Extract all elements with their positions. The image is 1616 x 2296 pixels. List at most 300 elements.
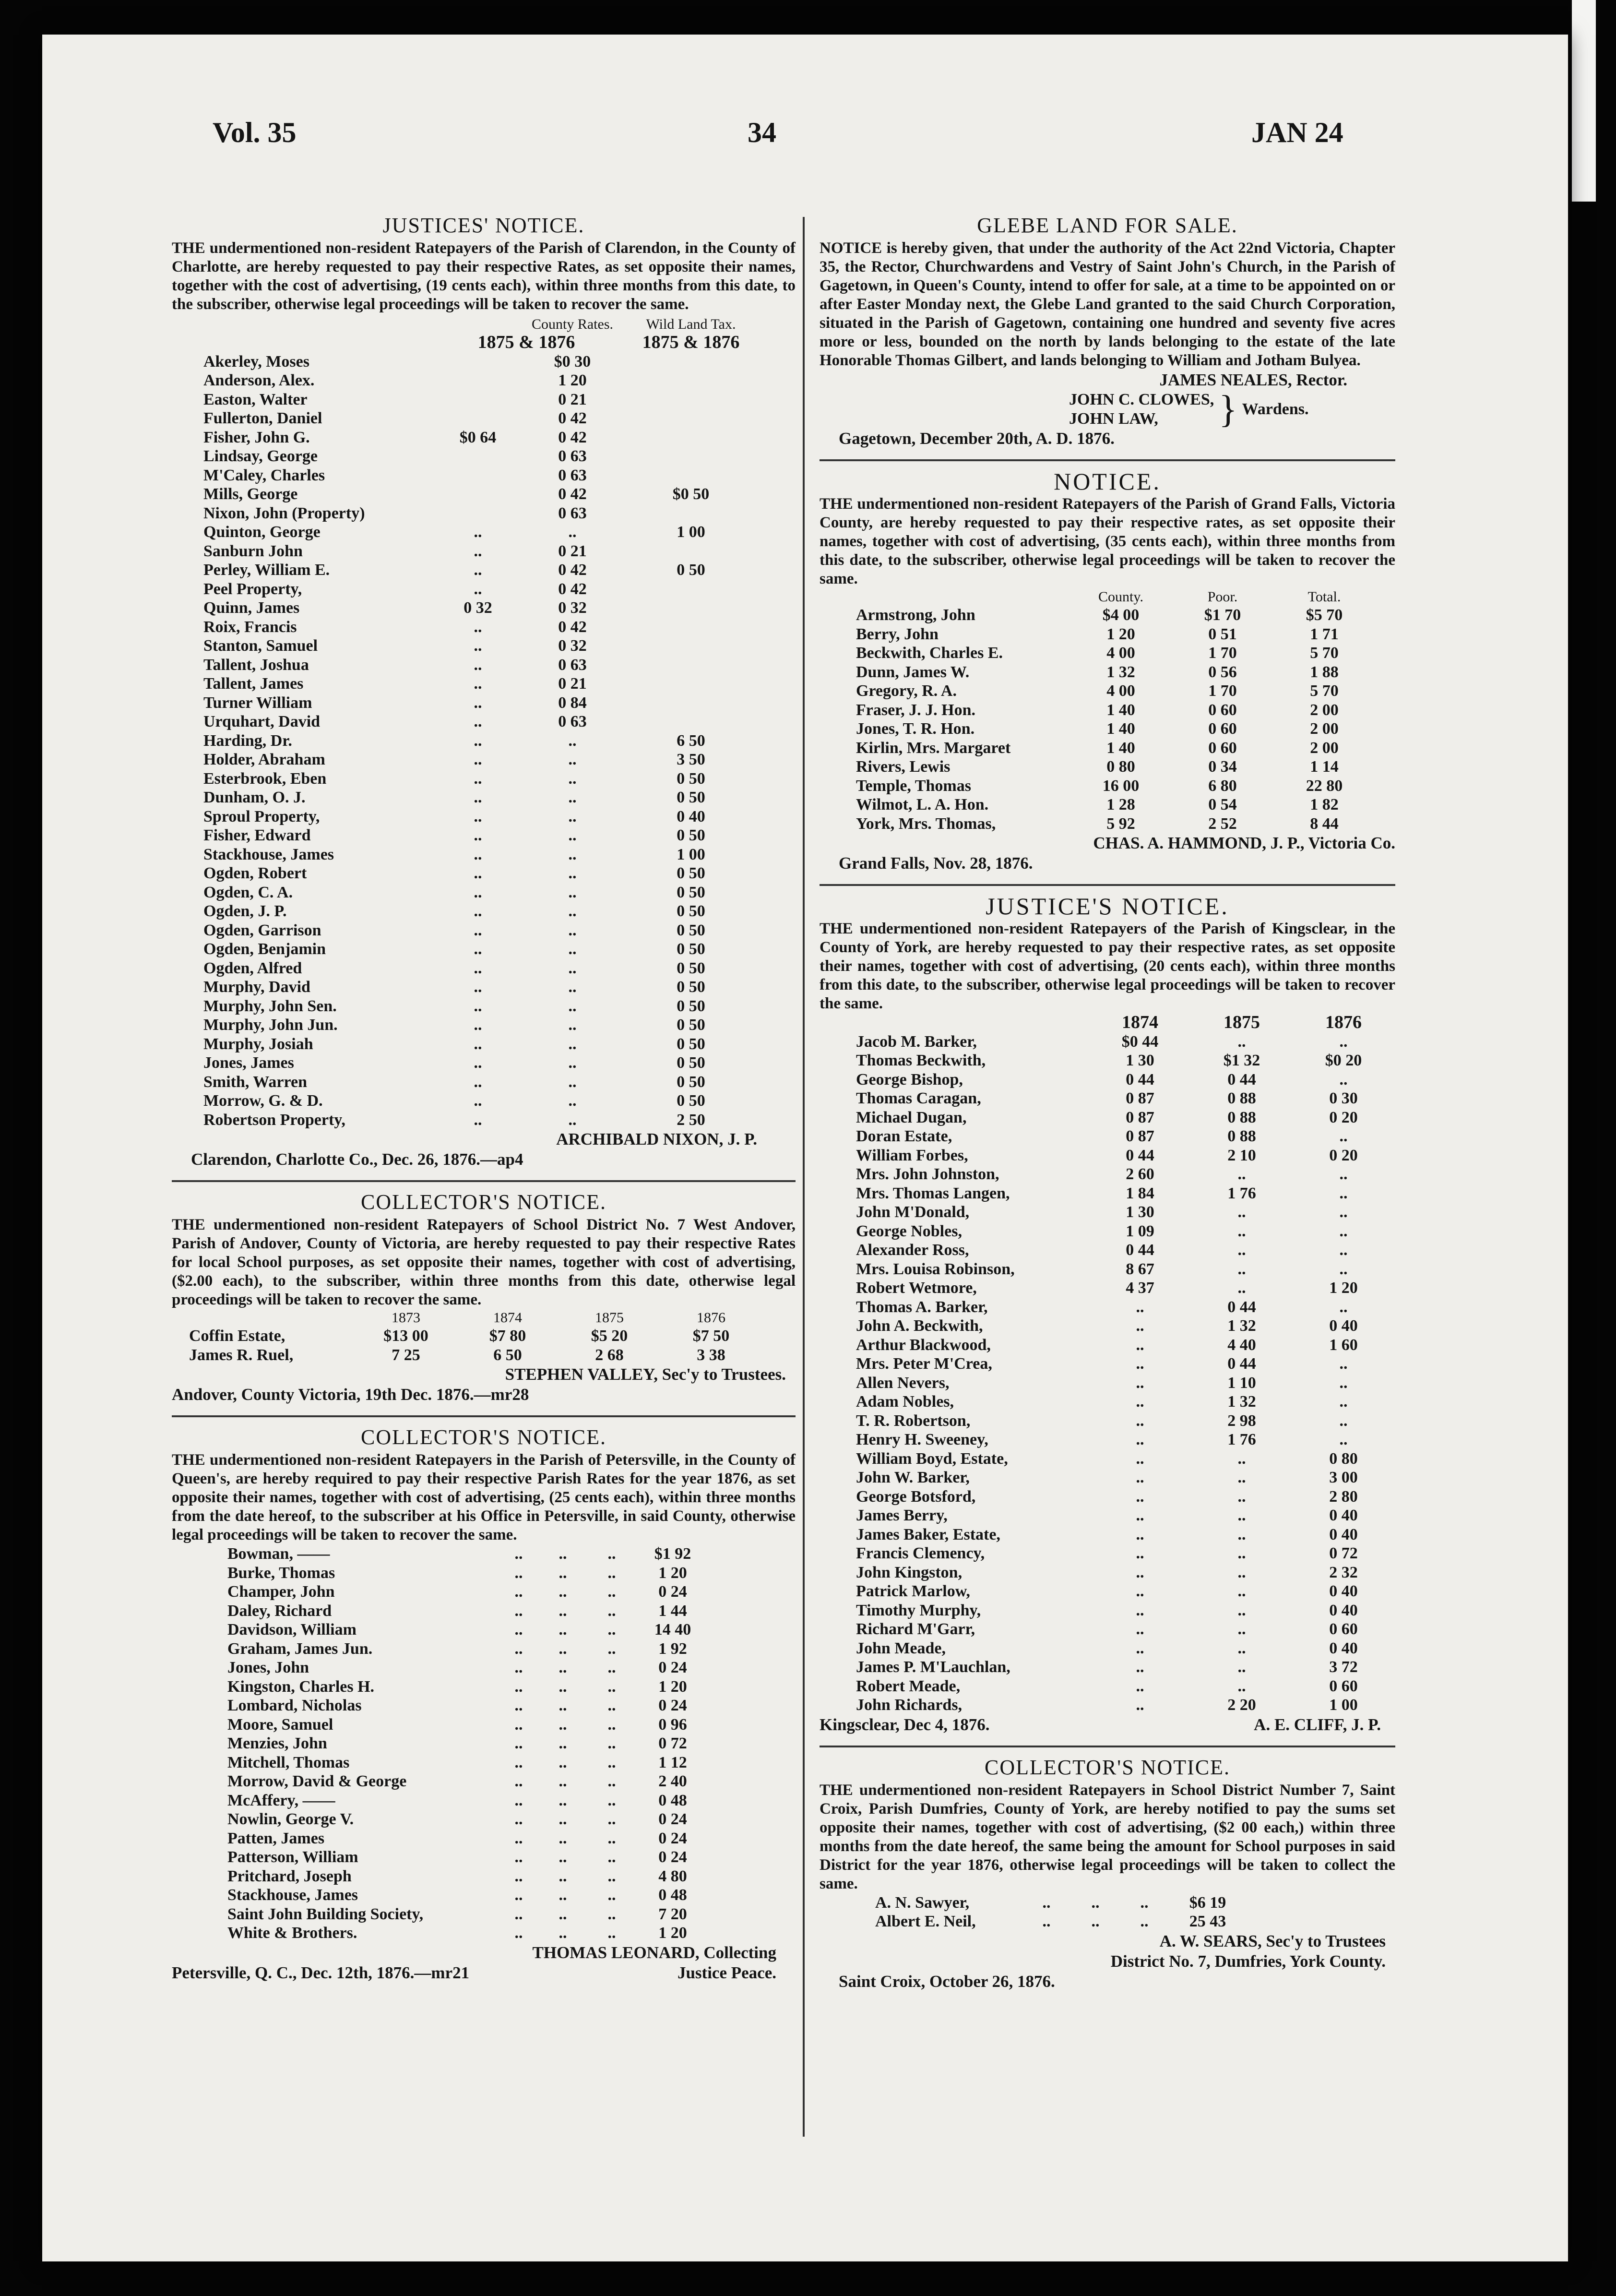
rate-value: .. (607, 1867, 616, 1885)
rate-value: .. (568, 1035, 577, 1053)
rate-value: 1 44 (658, 1602, 687, 1620)
column-header: County. (1098, 589, 1143, 605)
signature: ARCHIBALD NIXON, J. P. (556, 1130, 757, 1148)
rate-value: 1 12 (658, 1753, 687, 1771)
rate-value (621, 542, 761, 561)
table-row (225, 1677, 709, 1697)
rate-value: .. (1136, 1449, 1144, 1468)
ratepayer-name: Ogden, C. A. (203, 883, 293, 901)
rate-value: 0 50 (677, 789, 705, 806)
rate-value: .. (568, 769, 577, 788)
ratepayer-name: Ogden, Alfred (203, 959, 302, 977)
table-row (201, 352, 761, 371)
rate-value: .. (558, 1659, 567, 1676)
table-row (201, 371, 761, 390)
ratepayer-name: Moore, Samuel (227, 1715, 333, 1734)
table-row (853, 1222, 1394, 1241)
rate-value: .. (1140, 1913, 1149, 1930)
table-row (201, 523, 761, 542)
rate-value (621, 674, 761, 694)
ratepayer-name: Roix, Francis (203, 618, 297, 636)
rate-value: $5 20 (591, 1327, 628, 1345)
column-header: 1873 (392, 1310, 420, 1326)
dateline-row (172, 1963, 796, 1983)
rate-value: 0 20 (1329, 1146, 1358, 1164)
ratepayer-name: Easton, Walter (203, 390, 308, 408)
ratepayer-name: Temple, Thomas (856, 777, 971, 795)
table-row (201, 712, 761, 731)
rate-value: 0 42 (558, 580, 587, 598)
rate-value: 0 44 (1126, 1146, 1154, 1164)
ratepayer-name: Dunham, O. J. (203, 789, 306, 806)
ratepayer-name: A. N. Sawyer, (875, 1893, 970, 1912)
ratepayer-name: Quinn, James (203, 599, 300, 617)
rate-value: .. (568, 902, 577, 920)
rate-value: .. (558, 1564, 567, 1582)
section-title: COLLECTOR'S NOTICE. (360, 1425, 606, 1449)
dateline: Saint Croix, October 26, 1876. (839, 1972, 1055, 1991)
rate-value: 2 32 (1329, 1563, 1358, 1581)
rate-value: $1 92 (654, 1545, 691, 1563)
ratepayer-name: John A. Beckwith, (856, 1317, 983, 1335)
ratepayer-name: Fraser, J. J. Hon. (856, 701, 976, 719)
section-rule (820, 1746, 1395, 1747)
ratepayer-name: Mrs. Thomas Langen, (856, 1184, 1010, 1202)
rate-value: .. (607, 1659, 616, 1676)
rate-value: .. (514, 1924, 523, 1942)
table-row (201, 636, 761, 656)
table-row (201, 598, 761, 618)
table-row (201, 845, 761, 864)
dateline-row (820, 1715, 1395, 1735)
ratepayer-name: Michael Dugan, (856, 1108, 967, 1126)
ratepayer-name: Champer, John (227, 1583, 335, 1601)
ratepayer-name: Lindsay, George (203, 447, 318, 465)
table-row (201, 864, 761, 883)
table-row (853, 1051, 1394, 1070)
table-row (225, 1848, 709, 1867)
table-row (201, 883, 761, 902)
rate-value: 0 24 (658, 1829, 687, 1847)
rate-value: 4 37 (1126, 1279, 1154, 1297)
rate-value: 1 32 (1227, 1393, 1256, 1411)
rate-value: .. (514, 1829, 523, 1847)
glebe-land-notice (820, 212, 1395, 449)
ratepayer-name: Ogden, Benjamin (203, 940, 326, 958)
rate-value: 1 88 (1310, 663, 1339, 681)
ratepayer-name: Patten, James (227, 1829, 325, 1847)
right-column (820, 212, 1395, 2002)
table-row (853, 1241, 1394, 1260)
rate-value (621, 466, 761, 485)
left-column (172, 212, 796, 1994)
table-row (186, 1346, 762, 1365)
rate-value (432, 371, 524, 390)
rate-value: 0 44 (1227, 1298, 1256, 1316)
rate-value: 1 14 (1310, 758, 1339, 776)
rate-value: .. (558, 1753, 567, 1771)
rate-value (621, 712, 761, 731)
collector-notice-saint-croix (820, 1754, 1395, 1992)
table-row (872, 1912, 1247, 1931)
rate-value: .. (474, 675, 482, 693)
rate-value: 0 50 (677, 940, 705, 958)
rate-value: .. (568, 826, 577, 844)
table-row (853, 1316, 1394, 1336)
rate-value: .. (1237, 1487, 1246, 1506)
rate-value: 0 50 (677, 902, 705, 920)
rate-value: .. (568, 1092, 577, 1110)
rate-value: .. (607, 1715, 616, 1734)
dateline: Andover, County Victoria, 19th Dec. 1876.—mr28 (172, 1385, 529, 1404)
rate-value: .. (514, 1564, 523, 1582)
rate-value: .. (607, 1697, 616, 1714)
rate-value: 0 63 (558, 713, 587, 730)
rate-value: .. (474, 921, 482, 939)
table-row (201, 485, 761, 504)
column-header: 1876 (1325, 1012, 1362, 1032)
table-row (853, 1506, 1394, 1525)
table-row (853, 777, 1375, 796)
dateline: Gagetown, December 20th, A. D. 1876. (839, 429, 1115, 448)
rate-value: .. (1136, 1393, 1144, 1411)
warden-name: JOHN LAW, (1069, 410, 1158, 428)
rate-value: .. (1136, 1620, 1144, 1638)
column-header: 1874 (1122, 1012, 1158, 1032)
ratepayer-name: Timothy Murphy, (856, 1601, 981, 1619)
rate-value: .. (558, 1772, 567, 1790)
rate-value: 0 88 (1227, 1108, 1256, 1126)
rate-value: 0 32 (558, 637, 587, 655)
rate-value: .. (474, 656, 482, 674)
ratepayer-name: James R. Ruel, (189, 1346, 294, 1364)
rate-value: 1 32 (1106, 663, 1135, 681)
ratepayer-name: Nixon, John (Property) (203, 504, 365, 522)
rate-value: 0 63 (558, 447, 587, 465)
rate-value: 2 60 (1126, 1165, 1154, 1183)
ratepayer-name: Mitchell, Thomas (227, 1753, 350, 1771)
rate-value: .. (1136, 1563, 1144, 1581)
table-row (201, 409, 761, 428)
collector-notice-petersville (172, 1424, 796, 1983)
rate-value (621, 428, 761, 447)
rate-value: 5 70 (1310, 644, 1339, 662)
rate-value: .. (607, 1734, 616, 1752)
rate-value: .. (558, 1810, 567, 1828)
table-row (853, 606, 1375, 625)
table-row (201, 1091, 761, 1111)
table-row (853, 1601, 1394, 1620)
rate-value: 1 76 (1227, 1184, 1256, 1202)
rate-value: .. (1136, 1639, 1144, 1657)
rate-value: .. (558, 1791, 567, 1809)
rate-value: .. (1136, 1355, 1144, 1373)
ratepayer-name: Bowman, —— (227, 1545, 330, 1563)
signature: A. W. SEARS, Sec'y to Trustees (1159, 1931, 1386, 1950)
ratepayer-name: Menzies, John (227, 1734, 327, 1752)
rate-value: .. (568, 845, 577, 863)
rate-value: .. (474, 694, 482, 712)
rate-value: .. (474, 940, 482, 958)
notice-body: THE undermentioned non-resident Ratepayers in School District Number 7, Saint Croix, Parish Dumfries, County of York, are hereby notified to pay the sums set opposite their names, together with cost of advertising, ($2 00 each,) within three months from the date hereof, the same being the amount for School purposes in said District for the year 1876, otherwise legal proceedings will be taken to collect the same. (820, 1781, 1395, 1892)
table-row (853, 739, 1375, 758)
rate-value: 0 50 (677, 1054, 705, 1072)
brace-glyph: } (1219, 388, 1237, 430)
rate-value: .. (474, 769, 482, 788)
table-row (201, 694, 761, 713)
ratepayer-name: Graham, James Jun. (227, 1639, 373, 1658)
rate-value (621, 636, 761, 656)
rate-value: 1 70 (1208, 644, 1237, 662)
ratepayer-name: Kirlin, Mrs. Margaret (856, 739, 1011, 757)
table-row (853, 1127, 1394, 1146)
ratepayer-name: Doran Estate, (856, 1127, 952, 1145)
rate-value: 0 50 (677, 959, 705, 977)
dateline: Clarendon, Charlotte Co., Dec. 26, 1876.—ap4 (191, 1150, 523, 1169)
ratepayer-name: White & Brothers. (227, 1924, 357, 1942)
rate-value: 1 92 (658, 1639, 687, 1658)
table-row (853, 625, 1375, 644)
rate-value: .. (1136, 1298, 1144, 1316)
ratepayer-name: Stackhouse, James (227, 1886, 358, 1904)
rate-value: .. (1136, 1696, 1144, 1714)
table-row (201, 618, 761, 637)
rate-value: 0 42 (558, 409, 587, 427)
rate-value: .. (558, 1905, 567, 1923)
rate-value: .. (1339, 1411, 1348, 1430)
rate-value: .. (568, 751, 577, 768)
rate-value: .. (1237, 1260, 1246, 1278)
rate-value: 0 50 (677, 883, 705, 901)
rate-value: 0 40 (1329, 1317, 1358, 1335)
ratepayer-name: James P. M'Lauchlan, (856, 1658, 1010, 1676)
rate-value: $0 44 (1121, 1032, 1159, 1051)
rate-value: $1 32 (1223, 1052, 1260, 1069)
table-row (201, 1111, 761, 1130)
ratepayer-name: Urquhart, David (203, 713, 321, 730)
rate-value: 0 42 (558, 618, 587, 636)
rate-value: 0 34 (1208, 758, 1237, 776)
volume-label: Vol. 35 (213, 117, 297, 148)
rate-value: .. (558, 1924, 567, 1942)
rate-value: 0 24 (658, 1810, 687, 1828)
table-row (225, 1867, 709, 1886)
ratepayer-name: Turner William (203, 694, 312, 712)
ratepayer-name: Pritchard, Joseph (227, 1867, 352, 1885)
rate-value: 2 20 (1227, 1696, 1256, 1714)
table-row (853, 1525, 1394, 1544)
rate-value: .. (1339, 1127, 1348, 1145)
rate-value: .. (514, 1810, 523, 1828)
rate-value: 1 30 (1126, 1052, 1154, 1069)
rate-value: .. (474, 713, 482, 730)
table-row (225, 1829, 709, 1848)
signature: CHAS. A. HAMMOND, J. P., Victoria Co. (1093, 834, 1395, 852)
rate-value: 0 60 (1329, 1620, 1358, 1638)
rate-value: 2 80 (1329, 1487, 1358, 1506)
torn-edge (1572, 0, 1596, 202)
ratepayer-name: Tallent, Joshua (203, 656, 309, 674)
rate-value: .. (1136, 1544, 1144, 1562)
rate-value: 1 20 (658, 1677, 687, 1696)
rate-value: .. (558, 1734, 567, 1752)
table-row (853, 701, 1375, 720)
rate-value: .. (1091, 1913, 1100, 1930)
table-row (853, 682, 1375, 701)
table-row (853, 814, 1375, 834)
signature-line-2: District No. 7, Dumfries, York County. (1110, 1951, 1386, 1971)
ratepayer-name: Adam Nobles, (856, 1393, 954, 1411)
ratepayer-name: Murphy, John Jun. (203, 1016, 338, 1034)
notice-body: NOTICE is hereby given, that under the authority of the Act 22nd Victoria, Chapter 35, the Rector, Churchwardens and Vestry of Saint John's Church, in the Parish of Gagetown, in Queen's County, intend to offer for sale, at a time to be appointed on or after Easter Monday next, the Glebe Land granted to the said Church Corporation, situated in the Parish of Gagetown, containing one hundred and seventy five acres more or less, bounded on the north by lands belonging to the estate of the late Honorable Thomas Gilbert, and lands belonging to William and Jotham Bulyea. (820, 239, 1395, 369)
rate-value (621, 580, 761, 599)
rate-value: .. (1237, 1241, 1246, 1259)
ratepayer-name: Murphy, John Sen. (203, 997, 337, 1015)
section-rule (172, 1415, 796, 1417)
ratepayer-name: Berry, John (856, 625, 939, 643)
section-title: COLLECTOR'S NOTICE. (984, 1755, 1230, 1779)
rate-value: .. (474, 807, 482, 825)
table-row (225, 1905, 709, 1924)
rate-value: .. (514, 1621, 523, 1638)
ratepayer-name: Anderson, Alex. (203, 371, 315, 389)
table-row (225, 1620, 709, 1639)
column-divider (803, 217, 805, 2137)
ratepayer-name: James Berry, (856, 1507, 948, 1524)
rates-table (853, 588, 1375, 833)
table-row (225, 1658, 709, 1677)
table-row (853, 1563, 1394, 1582)
ratepayer-name: Esterbrook, Eben (203, 769, 327, 788)
ratepayer-name: Saint John Building Society, (227, 1905, 424, 1923)
table-row (225, 1734, 709, 1753)
ratepayer-name: Nowlin, George V. (227, 1810, 354, 1828)
rate-value: .. (1339, 1393, 1348, 1411)
rate-value: 0 63 (558, 466, 587, 484)
rate-value: .. (1237, 1507, 1246, 1524)
rate-value: .. (474, 902, 482, 920)
section-rule (820, 459, 1395, 461)
rate-value: 0 40 (1329, 1582, 1358, 1600)
table-row (853, 1336, 1394, 1355)
table-row (853, 1639, 1394, 1658)
ratepayer-name: Stackhouse, James (203, 845, 334, 863)
rate-value: 0 44 (1227, 1355, 1256, 1373)
rate-value: .. (1136, 1601, 1144, 1619)
rate-value: .. (1339, 1222, 1348, 1240)
ratepayer-name: Stanton, Samuel (203, 637, 318, 655)
ratepayer-name: Harding, Dr. (203, 731, 292, 750)
dateline: Kingsclear, Dec 4, 1876. (820, 1715, 990, 1734)
ratepayer-name: Arthur Blackwood, (856, 1336, 991, 1354)
ratepayer-name: T. R. Robertson, (856, 1411, 971, 1430)
table-row (853, 1070, 1394, 1089)
rate-value: .. (1339, 1260, 1348, 1278)
rate-value: 2 68 (595, 1346, 624, 1364)
table-row (201, 504, 761, 523)
table-row (225, 1791, 709, 1810)
newspaper-page (42, 35, 1568, 2261)
rate-value (621, 390, 761, 409)
dateline: Petersville, Q. C., Dec. 12th, 1876.—mr21 (172, 1963, 470, 1982)
ratepayer-name: Mills, George (203, 485, 298, 503)
rate-value: 0 24 (658, 1659, 687, 1676)
rate-value: $0 64 (459, 428, 497, 446)
rate-value: .. (568, 1054, 577, 1072)
table-row (201, 674, 761, 694)
rate-value: .. (1042, 1893, 1051, 1912)
table-row (872, 1893, 1247, 1913)
rate-value: .. (514, 1602, 523, 1620)
ratepayer-name: Ogden, Garrison (203, 921, 321, 939)
rate-value: 0 24 (658, 1848, 687, 1866)
rate-value: $0 20 (1325, 1052, 1362, 1069)
rate-value: .. (1339, 1032, 1348, 1051)
rate-value: .. (607, 1905, 616, 1923)
rate-value: 0 42 (558, 485, 587, 503)
rate-value: .. (514, 1639, 523, 1658)
table-row (201, 447, 761, 466)
rate-value: 0 60 (1208, 739, 1237, 757)
table-row (853, 1487, 1394, 1507)
ratepayer-name: Sproul Property, (203, 807, 320, 825)
table-row (225, 1639, 709, 1659)
rate-value: .. (607, 1639, 616, 1658)
rate-value: .. (607, 1886, 616, 1904)
rate-value: 6 80 (1208, 777, 1237, 795)
rate-value: .. (607, 1924, 616, 1942)
ratepayer-name: John Kingston, (856, 1563, 962, 1581)
rate-value: .. (607, 1545, 616, 1563)
rate-value: 0 50 (677, 1016, 705, 1034)
rate-value: $13 00 (383, 1327, 428, 1345)
rate-value: .. (1237, 1469, 1246, 1486)
rate-value: .. (1339, 1431, 1348, 1448)
notice-body: THE undermentioned non-resident Ratepayers of the Parish of Grand Falls, Victoria County, are hereby requested to pay their respective rates, as set opposite their names, together with cost of advertising, (35 cents each), within three months from this date, to the subscriber, otherwise legal proceedings will be taken to recover the same. (820, 495, 1395, 587)
ratepayer-name: Sanburn John (203, 542, 303, 560)
rate-value: .. (474, 542, 482, 560)
rate-value: .. (568, 1016, 577, 1034)
rate-value: .. (474, 580, 482, 598)
ratepayer-name: Jones, James (203, 1054, 294, 1072)
rate-value: .. (474, 826, 482, 844)
section-title: GLEBE LAND FOR SALE. (977, 214, 1238, 237)
table-row (225, 1886, 709, 1905)
ratepayer-name: John Meade, (856, 1639, 946, 1657)
rate-value (432, 390, 524, 409)
ratepayer-name: Thomas Beckwith, (856, 1052, 986, 1069)
ratepayer-name: Patterson, William (227, 1848, 358, 1866)
rate-value: 6 50 (677, 731, 705, 750)
rate-value: .. (1091, 1893, 1100, 1912)
rate-value: .. (607, 1621, 616, 1638)
rate-value: 14 40 (654, 1621, 691, 1638)
section-title: JUSTICE'S NOTICE. (986, 893, 1229, 920)
rate-value: 2 10 (1227, 1146, 1256, 1164)
table-row (225, 1564, 709, 1583)
ratepayer-name: Morrow, David & George (227, 1772, 407, 1790)
rate-value: 1 60 (1329, 1336, 1358, 1354)
rate-value (432, 409, 524, 428)
rate-value (621, 352, 761, 371)
ratepayer-name: Mrs. Peter M'Crea, (856, 1355, 992, 1373)
rate-value: 4 00 (1106, 682, 1135, 700)
ratepayer-name: York, Mrs. Thomas, (856, 814, 996, 833)
ratepayer-name: Daley, Richard (227, 1602, 332, 1620)
rate-value: 2 00 (1310, 720, 1339, 738)
table-row (201, 788, 761, 807)
table-row (853, 719, 1375, 739)
